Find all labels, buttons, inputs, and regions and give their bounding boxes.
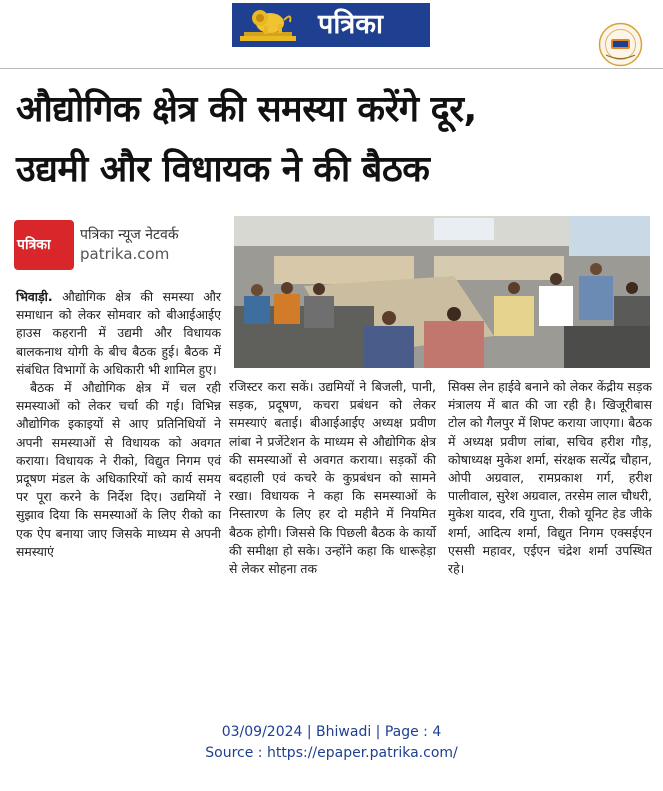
- masthead-brand: पत्रिका: [318, 9, 383, 40]
- lion-logo-icon: [238, 6, 298, 44]
- paragraph-3: रजिस्टर करा सकें। उद्यमियों ने बिजली, पानी, सड़क, प्रदूषण, कचरा प्रबंधन को लेकर समस्याएं बताई। बीआईआईए अध्यक्ष प्रवीण लांबा ने प्रजेंटेशन के माध्यम से औद्योगिक क्षेत्र की समस्याओं से अवगत कराया। सड़कों की बदहाली एवं कचरे के कुप्रबंधन को सामने रखा। विधायक ने कहा कि समस्याओं के निस्तारण के लिए हर दो महीने में नियमित बैठक होगी। जिससे कि पिछली बैठक के कार्यो की समीक्षा हो सके। उन्होंने कहा कि धारूहेड़ा से लेकर सोहना तक: [229, 379, 436, 577]
- masthead: [232, 3, 430, 47]
- header-divider: [0, 68, 663, 69]
- paragraph-4: सिक्स लेन हाईवे बनाने को लेकर केंद्रीय सड़क मंत्रालय में बात की जा रही है। खिजूरीबास टोल को गैलपुर में शिफ्ट कराया जाएगा। बैठक में अध्यक्ष प्रवीण लांबा, सचिव हरीश गौड़, कोषाध्यक्ष मुकेश शर्मा, संरक्षक सत्येंद्र चौहान, ओपी अग्रवाल, रामप्रकाश गर्ग, हरीश पालीवाल, सुरेश अग्रवाल, तरसेम लाल चौधरी, मुकेश यादव, रवि गुप्ता, रीको यूनिट हेड जीके शर्मा, आदित्य शर्मा, विद्युत निगम एक्सईएन एससी महावर, एईएन चंद्रेश शर्मा उपस्थित रहे।: [448, 379, 652, 577]
- bia-seal-icon: [598, 22, 643, 67]
- article-headline: [16, 80, 656, 200]
- patrika-logo-icon: [14, 220, 74, 270]
- patrika-logo-text: पत्रिका: [17, 237, 51, 253]
- byline-site: patrika.com: [80, 245, 170, 263]
- headline-line-1: औद्योगिक क्षेत्र की समस्या करेंगे दूर,: [16, 89, 477, 130]
- article-column-1: [16, 288, 221, 561]
- article-column-2: [229, 378, 436, 578]
- meeting-photo: [234, 216, 650, 368]
- headline-line-2: उद्यमी और विधायक ने की बैठक: [16, 149, 430, 190]
- byline-name: पत्रिका न्यूज नेटवर्क: [80, 227, 179, 243]
- article-column-3: [448, 378, 652, 578]
- dateline: भिवाड़ी.: [16, 289, 53, 304]
- footer-source-line: Source : https://epaper.patrika.com/: [205, 745, 458, 761]
- paragraph-2: बैठक में औद्योगिक क्षेत्र में चल रही समस्याओं को लेकर चर्चा की गई। विभिन्न औद्योगिक इकाइयों से आए प्रतिनिधियों ने अपनी समस्याओं से विधायक को अवगत कराया। विधायक ने रीको, विद्युत निगम एवं प्रदूषण मंडल के अधिकारियों को कार्य समय पर पूरा करने के निर्देश दिए। उद्यमियों ने सुझाव दिया कि समस्याओं के लिए रीको का एक ऐप बनाया जाए जिसके माध्यम से अपनी समस्याएं: [16, 380, 221, 559]
- footer-date-line: 03/09/2024 | Bhiwadi | Page : 4: [221, 724, 442, 740]
- paragraph-1: [16, 288, 221, 379]
- paragraph-1-text: औद्योगिक क्षेत्र की समस्या और समाधान को लेकर सोमवार को बीआईआईए हाउस कहरानी में उद्यमी और विधायक बालकनाथ योगी के बीच बैठक हुई। बैठक में संबंधित विभागों के अधिकारी भी शामिल हुए।: [16, 289, 221, 377]
